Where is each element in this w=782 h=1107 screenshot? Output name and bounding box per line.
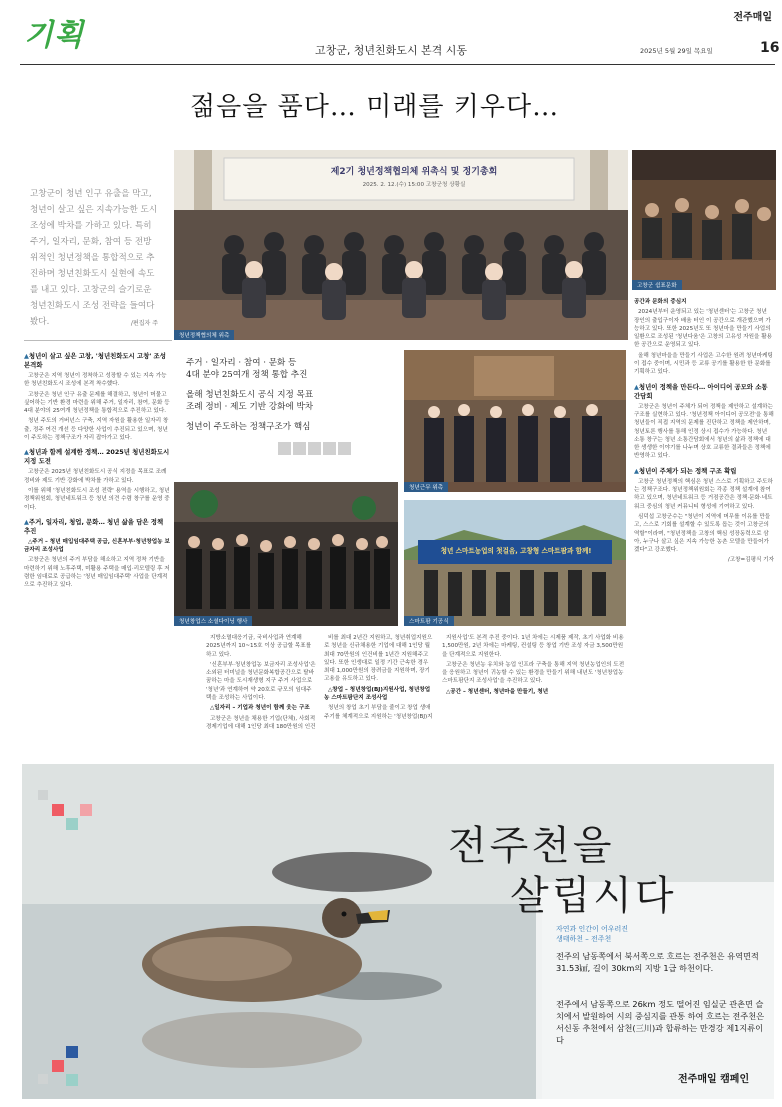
campaign-title-1: 전주천을 bbox=[448, 823, 615, 869]
page-number: 16 bbox=[760, 40, 780, 56]
paragraph: 비를 최대 2년간 지원하고, 청년취업지원으로 청년을 신규채용한 기업에 대해 1인당 월 최대 70만원의 인건비를 1년간 지원해주고 있다. 또한 인생대로 일정 기간 근속한 경우 최대 1,000만원의 장려금을 지원하며, 장기 고용을 유도하고 있다. bbox=[324, 635, 433, 683]
photo-caption-main: 청년정책협의체 위촉 bbox=[174, 330, 234, 340]
paragraph: 고창군은 2025년 청년친화도시 공식 지정을 목표로 조례 정비와 제도 기반 강화에 박차를 가하고 있다. bbox=[24, 469, 167, 484]
paragraph: '신혼부부·청년창업농 보금자리 조성사업'은 소외된 터미널을 청년문화복합공간으로 탈바꿈하는 마을 도시재생형 지구 주거 사업으로 '청년'과 연계하여 약 20호로 규모의 임대주택을 조성하는 사업이다. bbox=[206, 661, 316, 702]
bottom-right-photo bbox=[404, 500, 626, 626]
section-tag: 기획 bbox=[24, 18, 84, 53]
campaign-footer: 전주매일 캠페인 bbox=[678, 1074, 750, 1085]
campaign-sub-2: 생태하천 – 전주천 bbox=[556, 935, 612, 943]
paragraph: 고창군은 청년의 주거 부담을 해소하고 지역 정착 기반을 마련하기 위해 노후주택, 미활용 주택을 매입·리모델링 후 저렴한 임대료로 공급하는 '청년 매입임대주택' 사업을 단계적으로 추진하고 있다. bbox=[24, 557, 170, 589]
campaign-sub-1: 자연과 인간이 어우러진 bbox=[556, 925, 629, 933]
header-divider bbox=[20, 64, 775, 65]
paragraph: 이를 위해 '청년친화도시 조성 전략' 용역을 시행하고, 청년정책위원회, 청년네트워크 등 청년 의견 수렴 창구를 운영 중이다. bbox=[24, 487, 170, 511]
paragraph: △공간 – 청년센터, 청년마을 만들기, 청년 bbox=[446, 688, 549, 695]
paragraph: △일자리 – 기업과 청년이 함께 웃는 구조 bbox=[210, 705, 310, 712]
column-mid-3 bbox=[442, 632, 626, 696]
campaign-illustration bbox=[22, 764, 774, 1099]
campaign-ad bbox=[22, 764, 774, 1099]
banner-title: 제2기 청년정책협의체 위촉식 및 정기총회 bbox=[330, 167, 498, 177]
photo-caption-mid: 청년근무 위촉 bbox=[404, 482, 448, 492]
paragraph: 지원사업'도 본격 추진 중이다. 1년 차에는 시제품 제작, 초기 사업화 비용 1,500만원, 2년 차에는 마케팅, 컨설팅 등 창업 기반 조성 자금 3,500만원을 단계적으로 지원한다. bbox=[442, 635, 624, 658]
headline: 젊음을 품다… 미래를 키우다… bbox=[190, 92, 560, 122]
paragraph: 공간과 문화의 중심지 bbox=[634, 299, 687, 305]
subhead: ▲ 청년이 주체가 되는 정책 구조 확립 bbox=[634, 467, 774, 476]
main-photo bbox=[174, 150, 628, 340]
paragraph: 청년 주도의 거버넌스 구축, 지역 자원을 활용한 일자리 창출, 정주 여건 개선 등 다양한 사업이 추진되고 있으며, 청년이 주도하는 정책구조가 자리 잡아가고 있다. bbox=[24, 418, 169, 442]
paragraph: 고창군은 청년농 유치와 농업 인프라 구축을 통해 지역 청년농업인의 도전을 응원하고 청년이 귀농할 수 있는 환경을 만들기 위해 내년도 '청년창업농 스마트팜단지 조성사업'을 추진하고 있다. bbox=[442, 661, 625, 685]
paragraph: 고창군은 청년 인구 유출 문제를 해결하고, 청년이 머물고 싶어하는 기반 환경 마련을 위해 주거, 일자리, 참여, 문화 등 4대 분야의 25여개 청년정책을 통합적으로 추진하고 있다. bbox=[24, 391, 170, 415]
intro-byline: /편집자 주 bbox=[130, 320, 158, 327]
photo-caption-bottom-right: 스마트팜 기공식 bbox=[404, 616, 454, 626]
paragraph: 청년의 창업 초기 부담을 줄이고 창업 생애주기를 체계적으로 지원하는 '청년창업(BJ)지 bbox=[324, 705, 433, 720]
campaign-body-2: 전주에서 남동쪽으로 26km 정도 떨어진 임실군 관촌면 슬치에서 발원하여 시의 중심지를 관통 하여 흐르는 전주천은 서신동 추천에서 삼천(三川)과 합류하는 만경강 제1지류이다 bbox=[556, 999, 765, 1045]
byline: /고창=김평식 기자 bbox=[727, 557, 774, 564]
paragraph: 심덕섭 고창군수는 "청년이 지역에 머무를 이유를 만들고, 스스로 기회를 설계할 수 있도록 돕는 것이 고창군의 역할"이라며, "청년정책을 고창의 핵심 성장동력으로 삼아, 누구나 살고 싶은 지속 가능한 농촌 모델을 만들어가겠다"고 강조했다. bbox=[634, 513, 771, 554]
subhead: ▲ 주거, 일자리, 청업, 문화… 청년 삶을 담은 정책 추진 bbox=[24, 518, 170, 536]
paragraph: 고창군은 지역 청년이 정착하고 성장할 수 있는 지속 가능한 청년친화도시 조성에 본격 착수했다. bbox=[24, 373, 167, 388]
summary-line: 4대 분야 25여개 정책 통합 추진 bbox=[186, 370, 308, 380]
subhead: ▲ 청년과 함께 설계한 정책… 2025년 청년친화도시 지정 도전 bbox=[24, 448, 170, 466]
campaign-title-2: 살립시다 bbox=[510, 873, 677, 919]
column-mid-2 bbox=[324, 632, 434, 721]
intro-divider bbox=[24, 340, 172, 341]
paragraph: 고창군은 청년이 주체가 되어 정책을 제안하고 설계하는 구조를 실현하고 있다. '청년정책 아이디어 공모전'을 통해 청년들이 직접 지역의 문제를 진단하고 정책을 제안하며, 청년토론 행사를 통해 인정 상시 접수가 가능하다. 청년 소통 창구는 청년 소통간담회에서 청년의 삶과 정책에 대한 생생한 이야기를 나누며 상호 교류한 결과들은 정책에 반영하고 있다. bbox=[634, 403, 774, 460]
right-photo bbox=[632, 150, 776, 290]
paragraph: △주거 – 청년 매입임대주택 공급, 신혼부부·청년창업농 보금자리 조성사업 bbox=[24, 538, 170, 554]
summary-line: 주거 · 일자리 · 참여 · 문화 등 bbox=[186, 358, 297, 368]
bottom-left-photo bbox=[174, 482, 398, 626]
photo-caption-bottom-left: 청년창업스 소셜다이닝 행사 bbox=[174, 616, 252, 626]
summary-line: 올해 청년친화도시 공식 지정 목표 bbox=[186, 390, 314, 400]
banner-date: 2025. 2. 12.(수) 15:00 고창군청 상황실 bbox=[362, 182, 466, 188]
paragraph: 고창군은 청년을 채용한 기업(단체), 사회적경제기업에 대해 1인당 최대 180만원의 인건 bbox=[206, 715, 316, 730]
summary-line: 조례 정비 · 제도 기반 강화에 박차 bbox=[186, 402, 314, 412]
newspaper-name: 전주매일 bbox=[733, 12, 772, 23]
subhead: ▲ 청년이 살고 싶은 고창, '청년친화도시 고창' 조성 본격화 bbox=[24, 352, 170, 370]
subhead: ▲ 청년이 정책을 만든다… 아이디어 공모와 소통 간담회 bbox=[634, 383, 774, 401]
summary-decoration bbox=[186, 440, 396, 459]
paragraph: 올해 청년마을을 만들기 사업은 고수한 원려 청년마케팅이 접수 중이며, 시민과 등 교류 공기를 활용한 한 문화를 기획하고 있다. bbox=[634, 352, 773, 376]
column-mid-1 bbox=[206, 632, 316, 731]
smartfarm-banner: 청년 스마트농업의 첫걸음, 고창형 스마트팜과 함께! bbox=[440, 547, 592, 555]
paragraph: 지방소멸대응기금, 국비사업과 연계해 2025년까지 10~15호 이상 공급할 목표를 하고 있다. bbox=[206, 635, 312, 658]
paragraph: 2024년부터 운영되고 있는 '청년센터'는 고창군 청년 장인의 출입구이자 배움 터인 이 공간으로 개관했으며 가능하고 있다. 또한 2025년도 또 청년마을 만들기 사업의 일환으로 조성된 '청년다움'은 고창의 고유성 자원을 활용한 공간으로 운영되고 있다. bbox=[634, 309, 773, 349]
paragraph: △창업 – 청년창업(BJ)지원사업, 청년창업농 스마트팜단지 조성사업 bbox=[324, 686, 431, 702]
intro-text: 고창군이 청년 인구 유출을 막고, 청년이 살고 싶은 지속가능한 도시 조성에 박차를 가하고 있다. 특히 주거, 일자리, 문화, 참여 등 전방위적인 청년정책을 통합적으로 추진하며 청년친화도시 실현에 속도를 내고 있다. 고창군의 슬기로운 청년친화도시 조성 전략을 들여다봤다. bbox=[30, 189, 158, 327]
column-left bbox=[24, 346, 170, 590]
mid-photo bbox=[404, 350, 626, 492]
column-right bbox=[634, 296, 774, 565]
summary-box bbox=[186, 356, 396, 476]
paragraph: 고창군 청년정책의 핵심은 청년 스스로 기획하고 주도하는 정책구조다. 청년정책위원회는 각종 정책 설계에 참여하고 있으며, 청년네트워크 등 거점공간은 정책·문화·네트워크 중심의 청년 커뮤니티 형성에 기여하고 있다. bbox=[634, 478, 773, 510]
summary-line: 청년이 주도하는 정책구조가 핵심 bbox=[186, 422, 311, 432]
campaign-body-1: 전주의 남동쪽에서 북서쪽으로 흐르는 전주천은 유역면적 31.53㎢, 길이 30km의 지방 1급 하천이다. bbox=[556, 951, 759, 973]
issue-date: 2025년 5월 29일 목요일 bbox=[640, 47, 713, 55]
photo-caption-right: 고창군 쉼표문화 bbox=[632, 280, 682, 290]
page-header-title: 고창군, 청년친화도시 본격 시동 bbox=[314, 44, 468, 57]
